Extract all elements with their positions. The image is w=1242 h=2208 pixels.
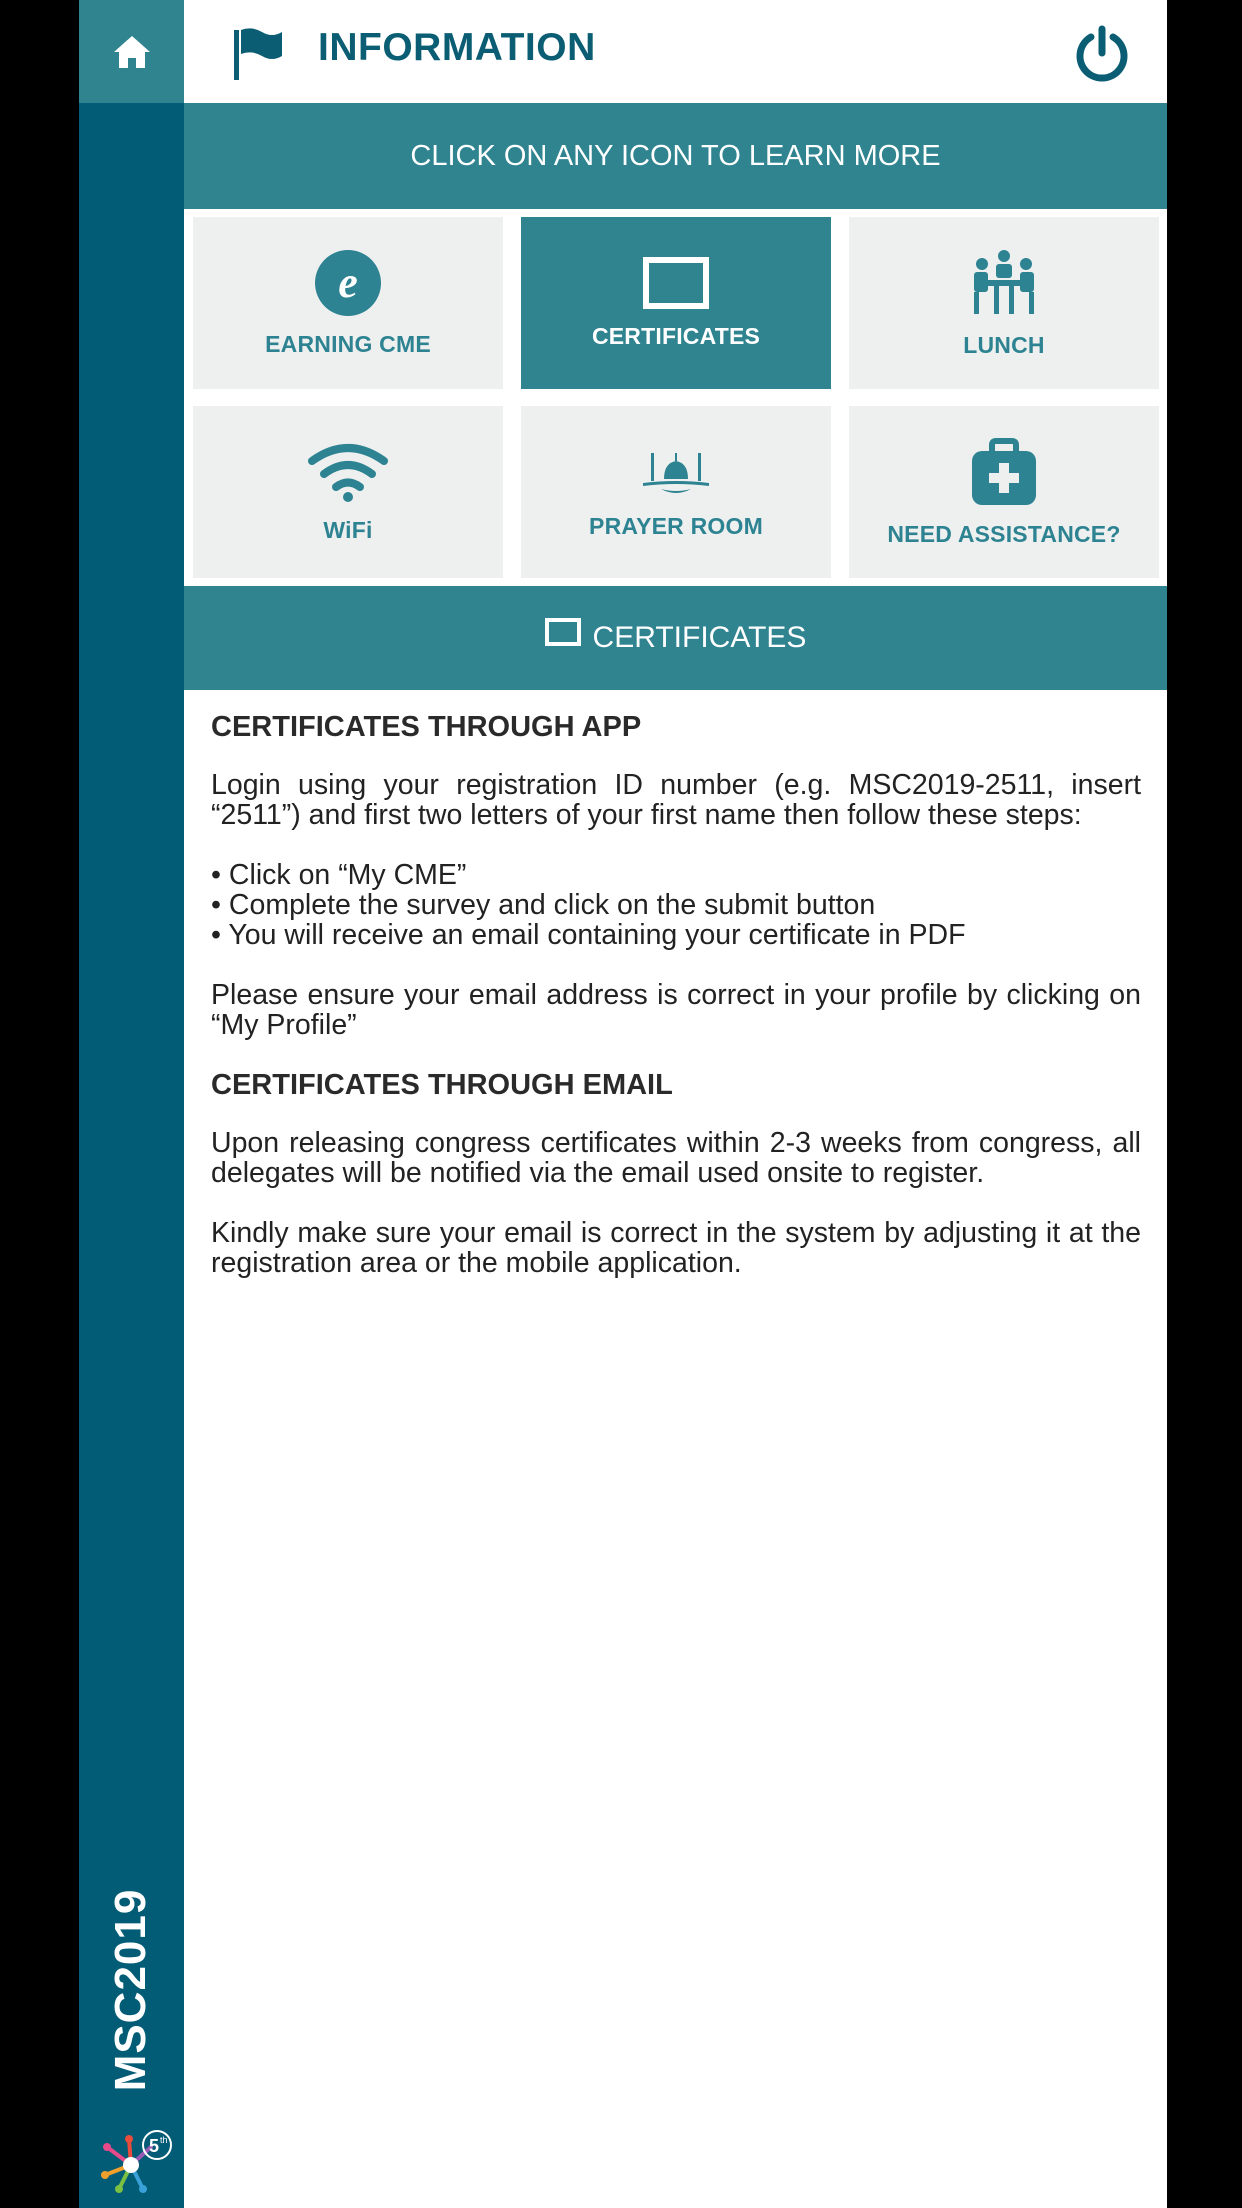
svg-text:e: e bbox=[338, 257, 358, 307]
list-item: • Complete the survey and click on the submit button bbox=[211, 890, 1141, 920]
wifi-icon bbox=[306, 441, 390, 503]
certificate-icon bbox=[545, 618, 581, 648]
home-icon bbox=[112, 34, 152, 70]
mosque-icon bbox=[639, 445, 713, 499]
tile-lunch[interactable] bbox=[849, 217, 1159, 389]
tile-label: PRAYER ROOM bbox=[589, 512, 763, 539]
tile-label: NEED ASSISTANCE? bbox=[887, 520, 1121, 547]
heading-through-email: CERTIFICATES THROUGH EMAIL bbox=[211, 1069, 673, 1101]
flag-icon bbox=[232, 26, 284, 82]
intro-paragraph: Login using your registration ID number (e.g. MSC2019-2511, insert “2511”) and first two letters of your first name then follow these steps: bbox=[211, 769, 1141, 831]
tile-certificates[interactable] bbox=[521, 217, 831, 389]
tile-label: EARNING CME bbox=[265, 330, 431, 357]
section-title: CERTIFICATES bbox=[592, 621, 807, 654]
tile-need-assistance[interactable] bbox=[849, 406, 1159, 578]
header bbox=[184, 0, 1167, 103]
lunch-table-icon bbox=[970, 248, 1038, 318]
tile-prayer-room[interactable] bbox=[521, 406, 831, 578]
svg-text:5: 5 bbox=[149, 2136, 160, 2156]
profile-note: Please ensure your email address is correct in your profile by clicking on “My Profile” bbox=[211, 979, 1141, 1041]
svg-text:th: th bbox=[160, 2135, 168, 2145]
tile-wifi[interactable] bbox=[193, 406, 503, 578]
email-paragraph-1: Upon releasing congress certificates within 2-3 weeks from congress, all delegates will be notified via the email used onsite to register. bbox=[211, 1127, 1141, 1189]
brand-label bbox=[79, 1880, 184, 2100]
main-panel bbox=[184, 0, 1167, 2208]
tile-label: LUNCH bbox=[963, 331, 1045, 358]
cme-e-icon bbox=[314, 249, 382, 317]
tile-label: CERTIFICATES bbox=[591, 322, 761, 349]
power-icon[interactable] bbox=[1074, 25, 1130, 83]
email-paragraph-2: Kindly make sure your email is correct in the system by adjusting it at the registration area or the mobile application. bbox=[211, 1217, 1141, 1279]
list-item: • You will receive an email containing your certificate in PDF bbox=[211, 920, 1141, 950]
certificate-icon bbox=[643, 257, 709, 309]
list-item: • Click on “My CME” bbox=[211, 860, 1141, 890]
congress-logo bbox=[85, 2125, 177, 2197]
certificates-content bbox=[211, 712, 1141, 1308]
medical-kit-icon bbox=[970, 437, 1038, 507]
heading-through-app: CERTIFICATES THROUGH APP bbox=[211, 711, 642, 743]
sidebar bbox=[79, 0, 184, 2208]
section-header bbox=[184, 586, 1167, 690]
brand-text: MSC2019 bbox=[106, 1888, 155, 2092]
tile-earning-cme[interactable] bbox=[193, 217, 503, 389]
steps-list bbox=[211, 860, 1141, 950]
page-title: INFORMATION bbox=[318, 26, 596, 69]
home-button[interactable] bbox=[79, 0, 184, 103]
instruction-banner: CLICK ON ANY ICON TO LEARN MORE bbox=[184, 103, 1167, 209]
tile-label: WiFi bbox=[323, 516, 373, 543]
